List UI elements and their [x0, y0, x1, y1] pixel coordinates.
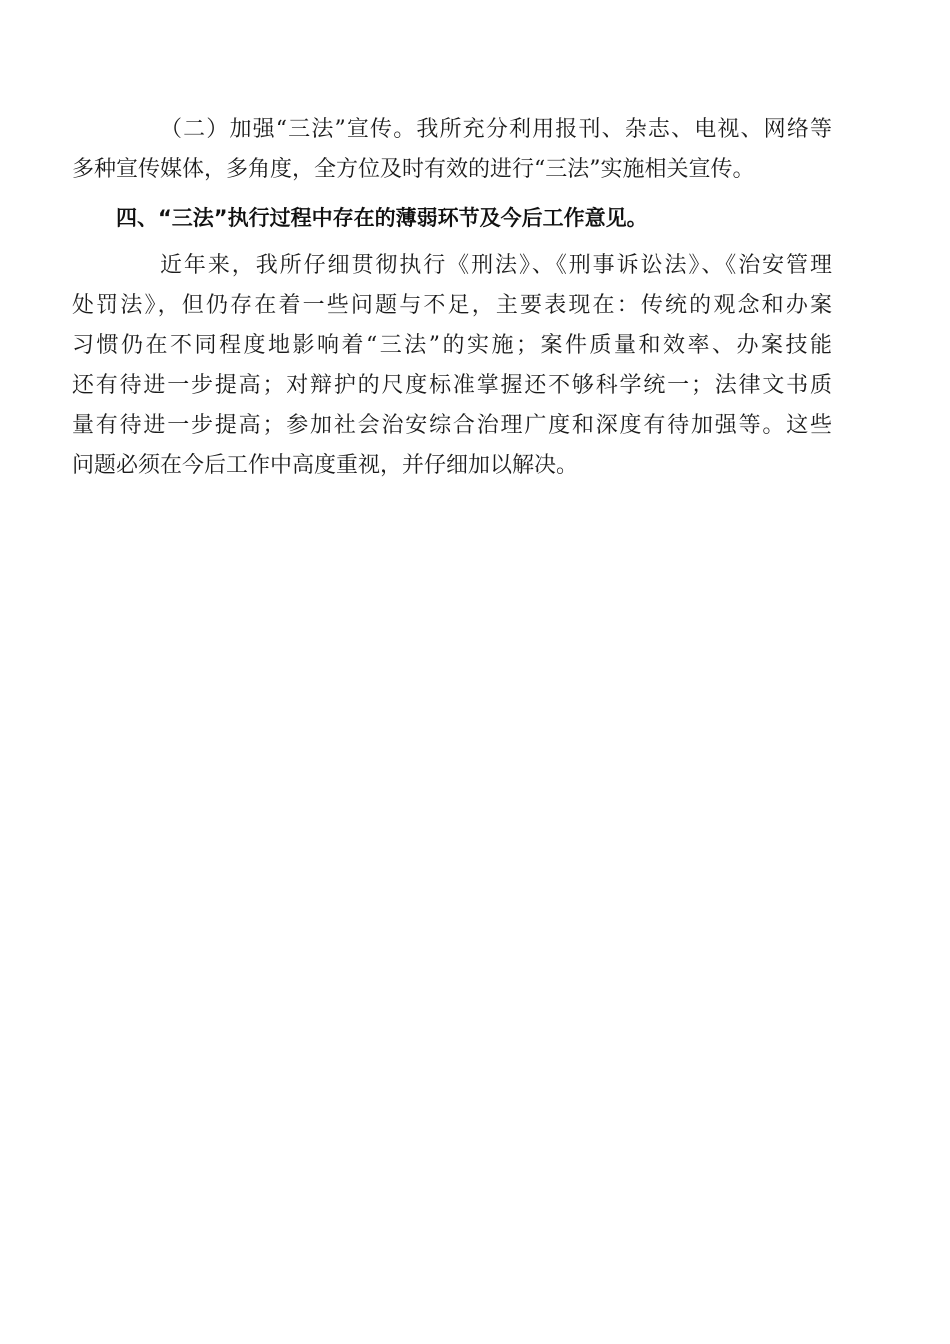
text-line: 问题必须在今后工作中高度重视，并仔细加以解决。 [72, 453, 579, 478]
text-line: 近年来，我所仔细贯彻执行《刑法》、《刑事诉讼法》、《治安管理 [160, 253, 832, 278]
section-heading: 四、“三法”执行过程中存在的薄弱环节及今后工作意见。 [116, 206, 648, 230]
paragraph-propaganda [72, 110, 832, 190]
text-line: 量有待进一步提高；参加社会治安综合治理广度和深度有待加强等。这些 [72, 413, 832, 438]
text-line: 习惯仍在不同程度地影响着“三法”的实施；案件质量和效率、办案技能 [72, 333, 832, 358]
document-body [72, 110, 832, 486]
text-line: （二）加强“三法”宣传。我所充分利用报刊、杂志、电视、网络等 [160, 117, 832, 142]
text-line: 处罚法》，但仍存在着一些问题与不足，主要表现在：传统的观念和办案 [72, 293, 832, 318]
text-line: 还有待进一步提高；对辩护的尺度标准掌握还不够科学统一；法律文书质 [72, 373, 832, 398]
paragraph-weaknesses [72, 246, 832, 486]
text-line: 多种宣传媒体，多角度，全方位及时有效的进行“三法”实施相关宣传。 [72, 157, 755, 182]
